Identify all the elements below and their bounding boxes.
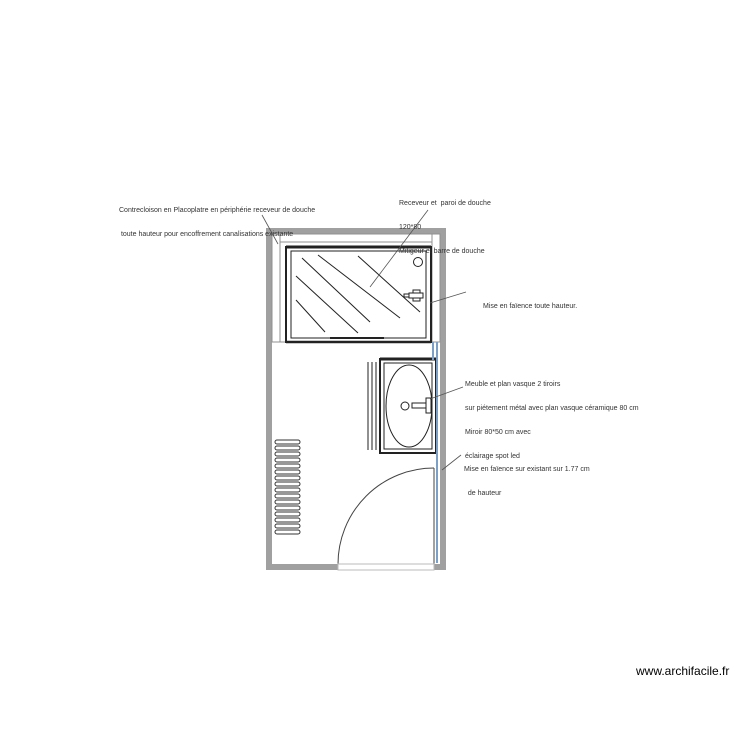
radiator-rung: [275, 452, 300, 456]
radiator-rung: [275, 464, 300, 468]
door: [338, 468, 434, 570]
annotation-receveur: [399, 184, 491, 264]
annotation-meuble-line1: Meuble et plan vasque 2 tiroirs: [465, 381, 561, 388]
wall-bottom-right: [434, 564, 446, 570]
mirror-lines: [368, 362, 376, 450]
radiator-rung: [275, 506, 300, 510]
wall-bottom-left: [266, 564, 338, 570]
radiator-rung: [275, 500, 300, 504]
vanity-unit: [368, 359, 436, 453]
annotation-contrecloison: [119, 191, 315, 247]
radiator-rung: [275, 494, 300, 498]
contrecloison-left: [272, 234, 280, 342]
radiator-rung: [275, 470, 300, 474]
radiator-rung: [275, 524, 300, 528]
radiator-rung: [275, 530, 300, 534]
towel-radiator: [275, 440, 300, 534]
wall-left-lower: [266, 341, 272, 570]
annotation-faience-existant: [464, 450, 590, 506]
annotation-contrecloison-line1: Contrecloison en Placoplatre en périphérie receveur de douche: [119, 207, 316, 214]
radiator-rung: [275, 518, 300, 522]
annotation-meuble-line4: éclairage spot led: [465, 453, 520, 460]
annotation-receveur-line3: Mitigeur et barre de douche: [399, 248, 485, 255]
radiator-rung: [275, 458, 300, 462]
radiator-rung: [275, 482, 300, 486]
basin-drain-icon: [401, 402, 409, 410]
annotation-faience-existant-line2: de hauteur: [464, 490, 502, 497]
annotation-contrecloison-line2: toute hauteur pour encoffrement canalisations existante: [119, 231, 294, 238]
radiator-rung: [275, 440, 300, 444]
door-swing-arc: [338, 468, 434, 564]
annotation-receveur-line2: 120*80: [399, 224, 422, 231]
radiator-rung: [275, 512, 300, 516]
annotation-faience-totale-line1: Mise en faïence toute hauteur.: [483, 303, 578, 310]
wall-right: [440, 228, 446, 570]
annotation-faience-totale: [483, 287, 577, 319]
annotation-meuble-line2: sur piétement métal avec plan vasque céramique 80 cm: [465, 405, 639, 412]
watermark: www.archifacile.fr: [636, 664, 730, 678]
door-threshold: [338, 564, 434, 570]
radiator-rung: [275, 476, 300, 480]
radiator-rung: [275, 446, 300, 450]
radiator-rung: [275, 488, 300, 492]
annotation-meuble-line3: Miroir 80*50 cm avec: [465, 429, 531, 436]
annotation-faience-existant-line1: Mise en faïence sur existant sur 1.77 cm: [464, 466, 590, 473]
annotation-receveur-line1: Receveur et paroi de douche: [399, 200, 491, 207]
